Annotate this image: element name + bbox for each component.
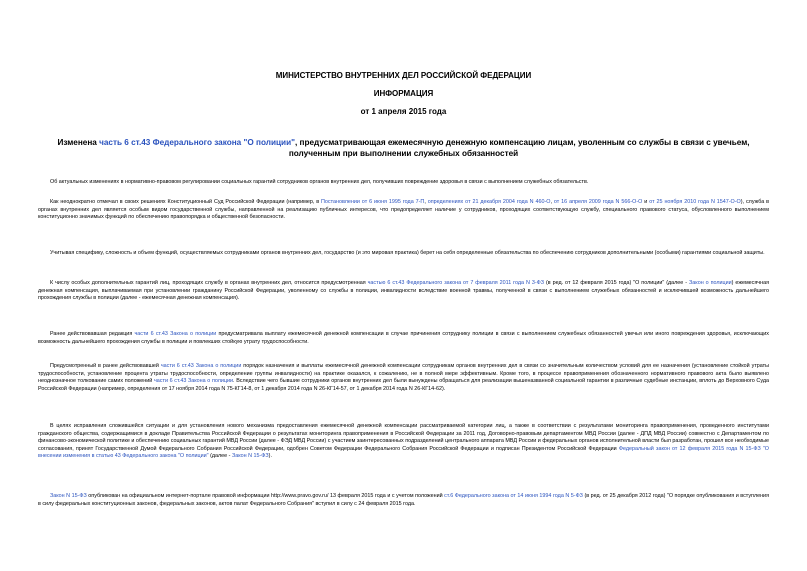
ministry-heading: МИНИСТЕРСТВО ВНУТРЕННИХ ДЕЛ РОССИЙСКОЙ ФЕДЕРАЦИИ	[275, 71, 532, 80]
paragraph-text: Предусмотренный в ранее действовавшей	[50, 363, 161, 369]
paragraph-text: . Вследствие чего бывшие сотрудники органов внутренних дел были вынуждены обращаться для реализации вышеназванной социальной гарантии в различные судебные инстанции, вплоть до Верховного Суда Российской Федерации (например, определения от 17 ноября 2014 года N 75-КГ14-8, от 1 декабря 2014 года N 26-КГ14-57, от 1 декабря 2014 года N 26-КГ14-62).	[38, 378, 769, 392]
paragraph-text: Ранее действовавшая редакция	[50, 331, 135, 337]
link-ruling-2009[interactable]: от 16 апреля 2009 года N 566-О-О	[553, 199, 643, 205]
paragraph-text: ), служба в органах внутренних дел является особым видом государственной службы, направленной на реализацию публичных интересов, что предопределяет наличие у сотрудников, проходящих соответствующую службу, специального правового статуса, обусловленного выполнением конституционно значимых функций по обеспечению правопорядка и общественной безопасности.	[38, 199, 769, 221]
paragraph-text: ) ежемесячная денежная компенсация, выплачиваемая при установлении гражданину Российской Федерации, уволенному со службы в полиции, инвалидности вследствие военной травмы, полученной в связи с выполнением служебных обязанностей и исключившей возможность дальнейшего прохождения службы в полиции (далее - ежемесячная денежная компенсация).	[38, 280, 769, 302]
title-text-start: Изменена	[57, 138, 100, 147]
link-police-law-part6[interactable]: части 6 ст.43 Закона о полиции	[153, 378, 234, 385]
paragraph-text: В целях исправления сложившейся ситуации и для установления нового механизма предоставления ежемесячной денежной компенсации рассматриваемой категории лиц, а также в соответствии с результатами мониторинга правоприменения, проведенного институтами гражданского общества, содержащимися в докладе Правительства Российской Федерации о результатах мониторинга правоприменения в Российской Федерации за 2011 год, Договорно-правовым департаментом МВД России (далее - ДПД МВД России) совместно с Департаментом по финансово-экономической политике и обеспечению социальных гарантий МВД России (далее - ФЭД МВД России) с участием заинтересованных подразделений центрального аппарата МВД России и федеральных органов исполнительной власти был разработан, прошел все необходимые согласования, принят Государственной Думой Федерального Собрания Российской Федерации, одобрен Советом Федерации Федерального Собрания Российской Федерации и подписан Президентом Российской Федерации	[38, 423, 769, 452]
title-law-link[interactable]: часть 6 ст.43 Федерального закона "О полиции"	[99, 138, 295, 147]
link-law-15fz-short[interactable]: Закон N 15-ФЗ	[50, 493, 87, 499]
paragraph-specifics	[38, 250, 769, 258]
document-type-heading: ИНФОРМАЦИЯ	[373, 89, 434, 98]
paragraph-text: предусматривала выплату ежемесячной денежной компенсации в случае причинения сотруднику полиции в связи с выполнением служебных обязанностей увечья или иного повреждения здоровья, исключающих возможность дальнейшего прохождения службы в полиции и повлекших стойкую утрату трудоспособности.	[38, 331, 769, 345]
link-police-law[interactable]: Закон о полиции	[689, 280, 732, 286]
link-law-15fz-short[interactable]: Закон N 15-ФЗ	[231, 453, 269, 460]
paragraph-text: Как неоднократно отмечал в своих решениях Конституционный Суд Российской Федерации (например, в	[50, 199, 322, 205]
paragraph-text: Учитывая специфику, сложность и объем функций, осуществляемых сотрудниками органов внутренних дел, государство (и это мировая практика) берет на себя определенные обязательства по обеспечению сотрудников дополнительными (особыми) гарантиями социальной защиты.	[50, 250, 765, 256]
paragraph-text: (в ред. от 12 февраля 2015 года) "О полиции" (далее -	[544, 280, 690, 286]
paragraph-text: (в ред. от 25 декабря 2012 года) "О порядке опубликования и вступления в силу федеральных конституционных законов, федеральных законов, актов палат Федерального Собрания" вступил в силу с 24 февраля 2015 года.	[38, 493, 769, 507]
link-police-law-part6[interactable]: части 6 ст.43 Закона о полиции	[160, 363, 242, 369]
paragraph-practice-issues	[38, 363, 769, 393]
paragraph-text: опубликован на официальном интернет-портале правовой информации http://www.pravo.gov.ru/ 13 февраля 2015 года и с учетом положений	[86, 493, 445, 499]
link-ruling-2010[interactable]: от 25 ноября 2010 года N 1547-О-О	[649, 199, 741, 205]
paragraph-text: порядок назначения и выплаты ежемесячной денежной компенсации сотрудникам органов внутренних дел в связи со значительным количеством условий для ее назначения (установление стойкой утраты трудоспособности, установление процента утраты трудоспособности, определение группы инвалидности) на практике оказался, к сожалению, не в полной мере эффективным. Кроме того, в процессе правоприменения обозначенного нормативного правового акта было выявлено неоднозначное толкование самих положений	[38, 363, 770, 385]
paragraph-text: и	[642, 199, 650, 205]
paragraph-text: К числу особых дополнительных гарантий лиц, проходящих службу в органах внутренних дел, относится предусмотренная	[50, 280, 368, 286]
paragraph-text: Об актуальных изменениях в нормативно-правовом регулировании социальных гарантий сотрудников органов внутренних дел, получивших повреждение здоровья в связи с выполнением служебных обязательств.	[50, 179, 589, 185]
link-law-3fz-part6[interactable]: частью 6 ст.43 Федерального закона от 7 февраля 2011 года N 3-ФЗ	[367, 280, 544, 286]
paragraph-publication	[38, 493, 769, 508]
paragraph-text: ,	[550, 199, 554, 205]
document-date: от 1 апреля 2015 года	[360, 107, 447, 116]
link-law-5fz-art6[interactable]: ст.6 Федерального закона от 14 июня 1994 года N 5-ФЗ	[444, 493, 583, 499]
paragraph-constitutional-court	[38, 199, 769, 222]
paragraph-text: ,	[424, 199, 428, 205]
paragraph-previous-edition	[38, 331, 769, 346]
title-text-end: , предусматривающая ежемесячную денежную компенсацию лицам, уволенным со службы в связи с увечьем, полученным при выполнении служебных обязанностей	[288, 138, 750, 158]
link-police-law-part6[interactable]: части 6 ст.43 Закона о полиции	[134, 331, 217, 337]
link-ruling-2004[interactable]: определениях от 21 декабря 2004 года N 460-О	[427, 199, 551, 205]
document-title	[38, 137, 769, 159]
paragraph-text: (далее -	[208, 453, 232, 460]
link-resolution-1995[interactable]: Постановлении от 6 июня 1995 года 7-П	[321, 199, 425, 205]
link-law-15fz[interactable]: Федеральный закон от 12 февраля 2015 года N 15-ФЗ "О внесении изменения в статью 43 Федерального закона "О полиции"	[38, 445, 769, 460]
paragraph-new-mechanism	[38, 423, 769, 461]
paragraph-text: ).	[268, 453, 272, 460]
paragraph-intro	[38, 179, 769, 187]
paragraph-guarantees	[38, 280, 769, 303]
